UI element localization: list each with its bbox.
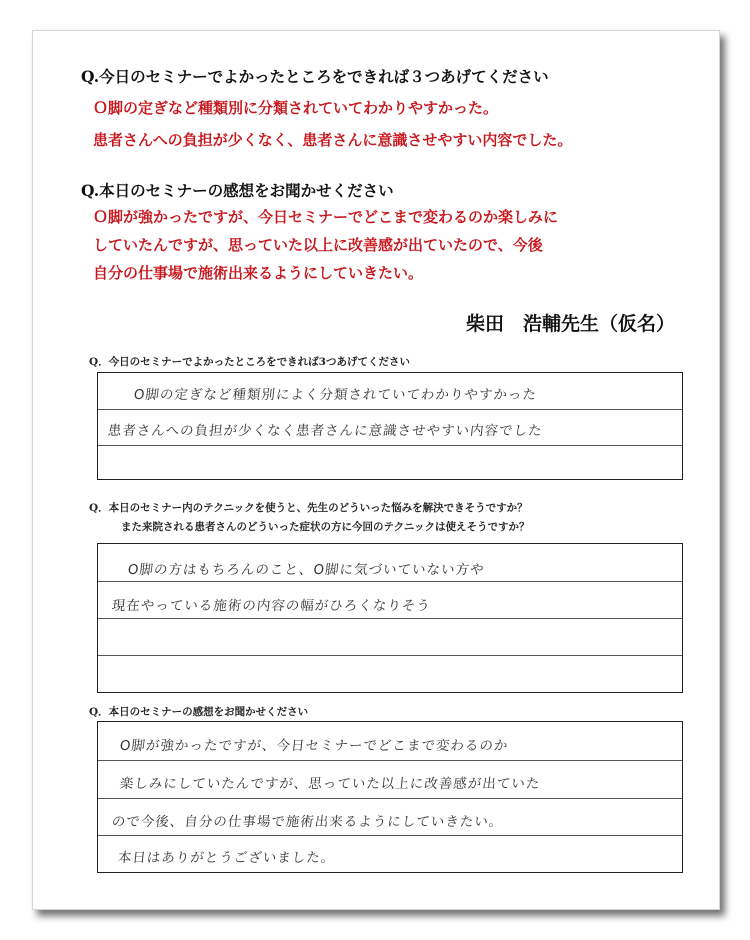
form-question-2-line-1: Q．本日のセミナー内のテクニックを使うと、先生のどういった悩みを解決できそうですか？	[89, 502, 528, 514]
form-answer-box-2	[97, 543, 683, 693]
summary-answer-1-line-1: Ｏ脚の定ぎなど種類別に分類されていてわかりやすかった。	[93, 99, 499, 117]
summary-question-1: Q.今日のセミナーでよかったところをできれば３つあげてください	[81, 67, 549, 86]
ruled-line	[98, 409, 682, 410]
ruled-line	[98, 760, 682, 761]
form-question-3: Q．本日のセミナーの感想をお聞かせください	[89, 706, 309, 718]
summary-answer-2: Ｏ脚が強かったですが、今日セミナーでどこまで変わるのか楽しみに していたんですが、思っていた以上に改善感が出ていたので、今後 自分の仕事場で施術出来るようにしていきたい。	[93, 208, 559, 282]
handwriting-line: 現在やっている施術の内容の幅がひろくなりそう	[110, 598, 432, 614]
testimonial-sheet	[32, 30, 720, 910]
form-answer-box-3	[97, 721, 683, 873]
ruled-line	[98, 835, 682, 836]
handwriting-line: O脚の定ぎなど種類別によく分類されていてわかりやすかった	[132, 387, 538, 403]
ruled-line	[98, 445, 682, 446]
ruled-line	[98, 655, 682, 656]
summary-answer-1-line-2: 患者さんへの負担が少くなく、患者さんに意識させやすい内容でした。	[93, 131, 573, 149]
form-question-1: Q．今日のセミナーでよかったところをできれば3つあげてください	[89, 356, 410, 368]
handwriting-line: O脚の方はもちろんのこと、O脚に気づいていない方や	[126, 562, 486, 578]
ruled-line	[98, 618, 682, 619]
signature: 柴田 浩輔先生（仮名）	[465, 313, 675, 335]
form-question-2-line-2: また来院される患者さんのどういった症状の方に今回のテクニックは使えそうですか？	[121, 521, 530, 533]
form-answer-box-1	[97, 372, 683, 480]
handwriting-line: ので今後、自分の仕事場で施術出来るようにしていきたい。	[110, 814, 505, 830]
handwriting-line: 本日はありがとうございました。	[116, 850, 337, 866]
summary-question-2: Q.本日のセミナーの感想をお聞かせください	[81, 181, 394, 200]
handwriting-line: 患者さんへの負担が少くなく患者さんに意識させやすい内容でした	[106, 423, 544, 439]
ruled-line	[98, 581, 682, 582]
ruled-line	[98, 798, 682, 799]
handwriting-line: O脚が強かったですが、今日セミナーでどこまで変わるのか	[118, 738, 510, 754]
handwriting-line: 楽しみにしていたんですが、思っていた以上に改善感が出ていた	[118, 776, 542, 792]
